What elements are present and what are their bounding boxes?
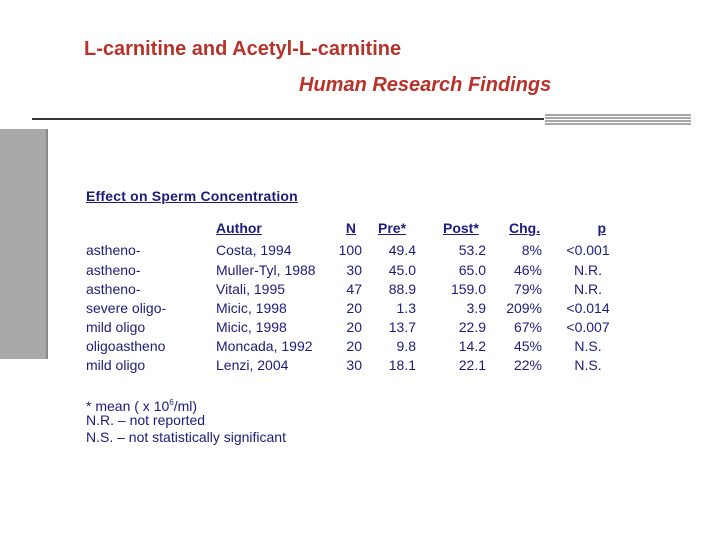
- cell-n: 20: [346, 300, 362, 316]
- footnote-not-reported: N.R. – not reported: [86, 412, 206, 428]
- cell-author: Micic, 1998: [216, 300, 287, 316]
- cell-author: Moncada, 1992: [216, 338, 313, 354]
- cell-post: 65.0: [458, 262, 486, 278]
- cell-type: mild oligo: [86, 357, 146, 373]
- cell-p: <0.014: [566, 300, 610, 316]
- title-divider-striped-bar: [545, 114, 691, 125]
- cell-type: mild oligo: [86, 319, 146, 335]
- section-title: Effect on Sperm Concentration: [86, 188, 298, 204]
- cell-p: <0.001: [566, 242, 610, 258]
- left-accent-bar: [0, 129, 48, 359]
- cell-chg: 45%: [513, 338, 542, 354]
- cell-chg: 67%: [513, 319, 542, 335]
- slide-title-line1: L-carnitine and Acetyl-L-carnitine: [84, 38, 402, 60]
- cell-post: 14.2: [458, 338, 486, 354]
- cell-chg: 209%: [506, 300, 542, 316]
- cell-author: Costa, 1994: [216, 242, 292, 258]
- column-header-chg: Chg.: [509, 220, 541, 236]
- title-divider-rule: [32, 118, 544, 120]
- column-header-p: p: [597, 220, 606, 236]
- cell-type: astheno-: [86, 262, 141, 278]
- cell-post: 53.2: [458, 242, 486, 258]
- cell-p: N.R.: [574, 281, 602, 297]
- cell-pre: 1.3: [396, 300, 416, 316]
- cell-chg: 79%: [513, 281, 542, 297]
- cell-chg: 22%: [513, 357, 542, 373]
- cell-p: N.S.: [574, 357, 602, 373]
- column-header-n: N: [345, 220, 356, 236]
- cell-n: 30: [346, 357, 362, 373]
- cell-type: astheno-: [86, 281, 141, 297]
- cell-pre: 9.8: [396, 338, 416, 354]
- cell-n: 20: [346, 338, 362, 354]
- cell-n: 100: [338, 242, 362, 258]
- cell-pre: 45.0: [388, 262, 416, 278]
- cell-author: Vitali, 1995: [216, 281, 286, 297]
- cell-type: oligoastheno: [86, 338, 166, 354]
- column-header-author: Author: [216, 220, 262, 236]
- cell-author: Micic, 1998: [216, 319, 287, 335]
- footnote-mean: * mean ( x $10^6/ml$): [86, 398, 198, 414]
- cell-post: 22.9: [458, 319, 486, 335]
- cell-n: 47: [346, 281, 362, 297]
- cell-p: <0.007: [566, 319, 610, 335]
- footnote-not-significant: N.S. – not statistically significant: [86, 429, 286, 445]
- footnote-mean-exponent: 6: [169, 398, 174, 407]
- cell-chg: 8%: [521, 242, 542, 258]
- cell-author: Lenzi, 2004: [216, 357, 289, 373]
- cell-pre: 88.9: [388, 281, 416, 297]
- cell-post: 159.0: [450, 281, 486, 297]
- cell-n: 30: [346, 262, 362, 278]
- slide-title-line2: Human Research Findings: [299, 74, 552, 96]
- cell-n: 20: [346, 319, 362, 335]
- cell-pre: 18.1: [388, 357, 416, 373]
- cell-chg: 46%: [513, 262, 542, 278]
- cell-pre: 49.4: [388, 242, 416, 258]
- cell-post: 3.9: [466, 300, 486, 316]
- cell-author: Muller-Tyl, 1988: [216, 262, 316, 278]
- cell-pre: 13.7: [388, 319, 416, 335]
- cell-p: N.R.: [574, 262, 602, 278]
- cell-post: 22.1: [458, 357, 486, 373]
- column-header-pre: Pre*: [378, 220, 407, 236]
- cell-type: severe oligo-: [86, 300, 167, 316]
- column-header-post: Post*: [443, 220, 479, 236]
- cell-p: N.S.: [574, 338, 602, 354]
- cell-type: astheno-: [86, 242, 141, 258]
